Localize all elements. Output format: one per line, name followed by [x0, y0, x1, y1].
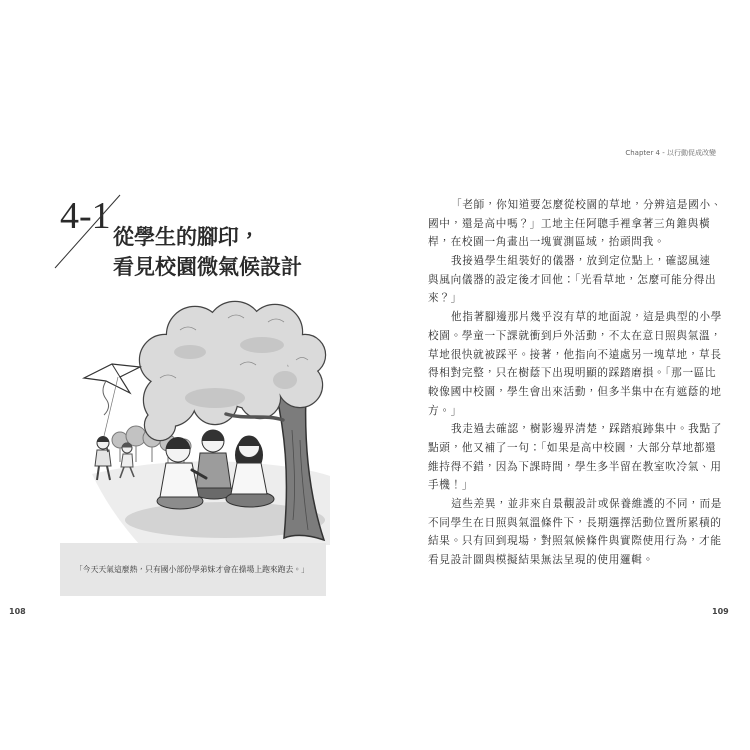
kite-string — [104, 377, 118, 436]
paragraph — [428, 309, 728, 421]
paragraph — [428, 421, 728, 496]
body-line: 看見設計圖與模擬結果無法呈現的使用邏輯。 — [428, 555, 654, 567]
running-header: Chapter 4 - 以行動促成改變 — [625, 149, 716, 157]
body-line: 我接過學生組裝好的儀器，放到定位點上，確認風速 — [451, 256, 711, 268]
body-line: 與風向儀器的設定後才回他：「光看草地，怎麼可能分得出 — [428, 274, 717, 286]
section-title-line: 從學生的腳印， — [113, 224, 260, 249]
paragraph — [428, 253, 728, 309]
page-number: 108 — [9, 607, 26, 616]
body-line: 這些差異，並非來自景觀設計或保養維護的不同，而是 — [451, 499, 723, 510]
body-line: 草地很快就被踩平。接著，他指向不遠處另一塊草地，草長 — [428, 349, 722, 361]
children-under-tree-illustration — [70, 295, 330, 545]
body-line: 點頭，他又補了一句：「如果是高中校園，大部分草地都還 — [428, 442, 717, 454]
right-page — [375, 0, 750, 750]
illustration-caption-box — [60, 543, 326, 596]
paragraph — [428, 197, 728, 253]
illustration-caption: 「今天天氣這麼熱，只有國小部份學弟妹才會在操場上跑來跑去。」 — [75, 565, 309, 574]
body-line: 維持得不錯，因為下課時間，學生多半留在教室吹冷氣、用 — [428, 461, 722, 473]
kite — [84, 364, 140, 415]
page-number: 109 — [712, 607, 729, 616]
body-line: 來？」 — [428, 293, 462, 305]
body-text — [428, 197, 728, 571]
body-line: 結果。只有回到現場，對照氣候條件與實際使用行為，才能 — [428, 536, 722, 548]
body-line: 「老師，你知道要怎麼從校園的草地，分辨這是國小、 — [451, 200, 723, 211]
section-title — [113, 222, 302, 282]
body-line: 我走過去確認，樹影邊界清楚，踩踏痕跡集中。我點了 — [451, 424, 723, 436]
body-line: 得相對完整，只在樹蔭下出現明顯的踩踏磨損。「那一區比 — [428, 368, 717, 380]
body-line: 較像國中校園，學生會出來活動，但多半集中在有遮蔭的地 — [428, 386, 722, 398]
paragraph — [428, 496, 728, 571]
body-line: 他指著腳邊那片幾乎沒有草的地面說，這是典型的小學 — [451, 312, 723, 324]
body-line: 校園。學童一下課就衝到戶外活動，不太在意日照與氣溫， — [428, 330, 722, 342]
body-line: 國中，還是高中嗎？」工地主任阿聰手裡拿著三角錐與橫 — [428, 218, 711, 230]
chapter-number: 4-1 — [60, 195, 111, 237]
section-title-line: 看見校園微氣候設計 — [113, 254, 302, 279]
child-sitting-middle — [194, 430, 234, 499]
body-line: 桿，在校園一角畫出一塊實測區域，抬頭問我。 — [428, 237, 666, 249]
body-line: 不同學生在日照與氣溫條件下，長期選擇活動位置所累積的 — [428, 517, 722, 529]
body-line: 手機！」 — [428, 480, 474, 492]
body-line: 方。」 — [428, 405, 462, 417]
